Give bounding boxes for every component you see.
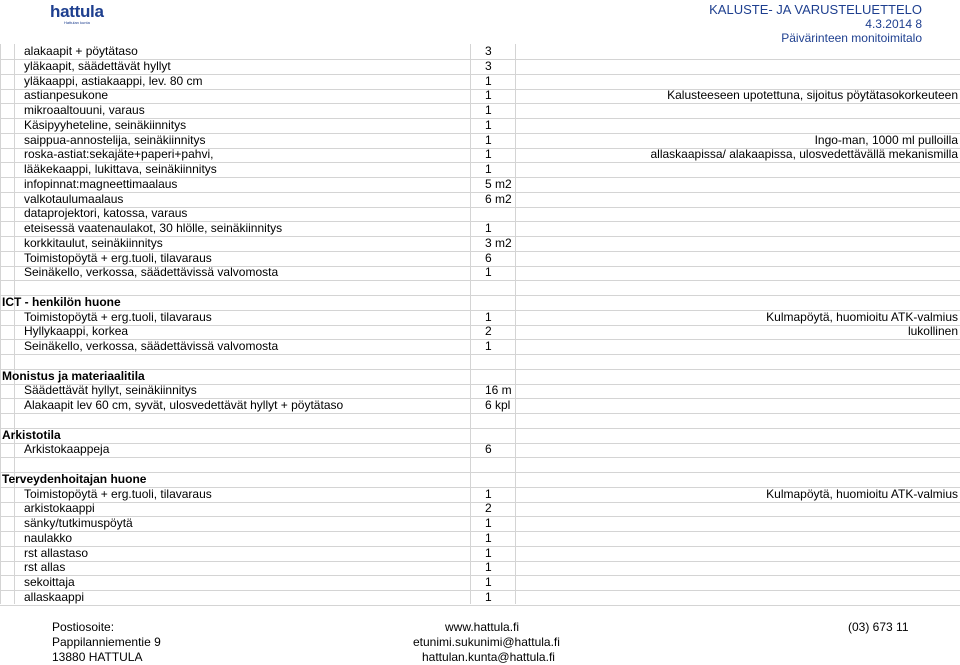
hattula-logo [50,3,122,23]
item-note: Ingo-man, 1000 ml pulloilla [814,132,958,147]
item-quantity: 1 [485,339,492,353]
item-name: yläkaappi, astiakaappi, lev. 80 cm [24,73,203,88]
item-name: korkkitaulut, seinäkiinnitys [24,235,163,250]
item-name: Seinäkello, verkossa, säädettävissä valvomosta [24,265,279,280]
item-note: lukollinen [907,324,958,339]
section-heading-row [0,295,960,311]
item-name: valkotaulumaalaus [24,191,124,206]
item-name: Toimistopöytä + erg.tuoli, tilavaraus [24,250,212,265]
item-name: Arkistokaappeja [24,442,110,457]
table-row [0,133,960,149]
table-row [0,590,960,606]
item-quantity: 1 [485,103,492,117]
section-heading: ICT - henkilön huone [2,294,121,309]
table-row [0,251,960,267]
item-note: allaskaapissa/ alakaapissa, ulosvedettävällä mekanismilla [650,147,958,162]
document-subtitle: Päivärinteen monitoimitalo [781,31,922,45]
item-name: Alakaapit lev 60 cm, syvät, ulosvedettävät hyllyt + pöytätaso [24,398,344,412]
table-row [0,324,960,340]
table-row [0,236,960,252]
document-date: 4.3.2014 8 [865,17,922,31]
table-row [0,192,960,208]
item-name: Toimistopöytä + erg.tuoli, tilavaraus [24,309,212,324]
table-row [0,310,960,326]
item-quantity: 1 [485,132,492,147]
item-name: naulakko [24,530,73,545]
item-name: Seinäkello, verkossa, säädettävissä valvomosta [24,339,279,353]
item-quantity: 1 [485,575,492,589]
table-row [0,74,960,90]
item-quantity: 2 [485,324,492,339]
section-heading-row [0,472,960,488]
item-name: infopinnat:magneettimaalaus [24,176,178,191]
section-heading: Terveydenhoitajan huone [2,471,147,486]
item-name: yläkaapit, säädettävät hyllyt [24,58,171,73]
table-row [0,88,960,104]
table-row [0,44,960,60]
item-quantity: 1 [485,589,492,604]
table-row [0,546,960,562]
item-quantity: 1 [485,117,492,132]
item-name: rst allas [24,560,66,575]
footer-city: 13880 HATTULA [52,650,143,664]
item-quantity: 1 [485,73,492,88]
table-row [0,162,960,178]
blank-row [0,354,960,370]
item-quantity: 5 m2 [485,176,512,191]
item-note: Kulmapöytä, huomioitu ATK-valmius [766,486,958,501]
item-quantity: 3 m2 [485,235,512,250]
footer-address-label: Postiosoite: [52,620,115,634]
table-row [0,442,960,458]
item-name: roska-astiat:sekajäte+paperi+pahvi, [24,147,214,162]
document-title: KALUSTE- JA VARUSTELUETTELO [709,2,922,17]
footer [0,620,960,664]
section-heading-row [0,428,960,444]
item-quantity: 1 [485,530,492,545]
blank-row [0,280,960,296]
blank-row [0,413,960,429]
table-row [0,398,960,414]
table-row [0,147,960,163]
item-note: Kulmapöytä, huomioitu ATK-valmius [766,309,958,324]
item-quantity: 2 [485,501,492,516]
item-quantity: 6 [485,250,492,265]
footer-email-link-municipality[interactable]: hattulan.kunta@hattula.fi [422,650,555,664]
table-row [0,206,960,222]
item-name: arkistokaappi [24,501,95,516]
table-row [0,575,960,591]
item-name: Käsipyyheteline, seinäkiinnitys [24,117,187,132]
item-name: rst allastaso [24,545,89,560]
table-row [0,560,960,576]
table-row [0,265,960,281]
item-quantity: 6 [485,442,492,457]
item-name: mikroaaltouuni, varaus [24,103,145,117]
item-name: alakaapit + pöytätaso [24,44,138,58]
table-row [0,118,960,134]
item-quantity: 1 [485,516,492,530]
inventory-sheet [0,44,960,604]
footer-email-link[interactable]: etunimi.sukunimi@hattula.fi [413,635,560,649]
section-heading: Arkistotila [2,427,61,442]
section-heading-row [0,369,960,385]
footer-website-link[interactable]: www.hattula.fi [445,620,520,634]
logo-subtext: Hattulan kunta [64,20,90,25]
footer-phone: (03) 673 11 [848,620,909,634]
blank-row [0,457,960,473]
table-row [0,221,960,237]
item-name: lääkekaappi, lukittava, seinäkiinnitys [24,162,217,176]
item-name: allaskaappi [24,589,85,604]
item-name: dataprojektori, katossa, varaus [24,206,188,221]
item-quantity: 1 [485,221,492,235]
table-row [0,177,960,193]
item-quantity: 6 kpl [485,398,511,412]
item-name: sänky/tutkimuspöytä [24,516,133,530]
table-row [0,339,960,355]
table-row [0,531,960,547]
item-quantity: 1 [485,486,492,501]
item-name: Säädettävät hyllyt, seinäkiinnitys [24,383,197,398]
section-heading: Monistus ja materiaalitila [2,368,145,383]
item-quantity: 1 [485,545,492,560]
item-quantity: 3 [485,58,492,73]
item-name: astianpesukone [24,88,109,103]
item-quantity: 16 m [485,383,512,398]
table-row [0,487,960,503]
table-row [0,383,960,399]
table-row [0,501,960,517]
item-name: sekoittaja [24,575,75,589]
item-quantity: 6 m2 [485,191,512,206]
item-quantity: 1 [485,560,492,575]
item-name: Hyllykaappi, korkea [24,324,129,339]
item-note: Kalusteeseen upotettuna, sijoitus pöytätasokorkeuteen [667,88,958,103]
item-quantity: 1 [485,309,492,324]
item-name: Toimistopöytä + erg.tuoli, tilavaraus [24,486,212,501]
item-quantity: 1 [485,265,492,280]
item-quantity: 3 [485,44,492,58]
table-row [0,516,960,532]
table-row [0,103,960,119]
item-quantity: 1 [485,88,492,103]
item-quantity: 1 [485,162,492,176]
item-quantity: 1 [485,147,492,162]
footer-street: Pappilanniementie 9 [52,635,161,649]
item-name: eteisessä vaatenaulakot, 30 hlölle, seinäkiinnitys [24,221,283,235]
logo-text: hattula [50,2,104,21]
item-name: saippua-annostelija, seinäkiinnitys [24,132,206,147]
table-row [0,59,960,75]
